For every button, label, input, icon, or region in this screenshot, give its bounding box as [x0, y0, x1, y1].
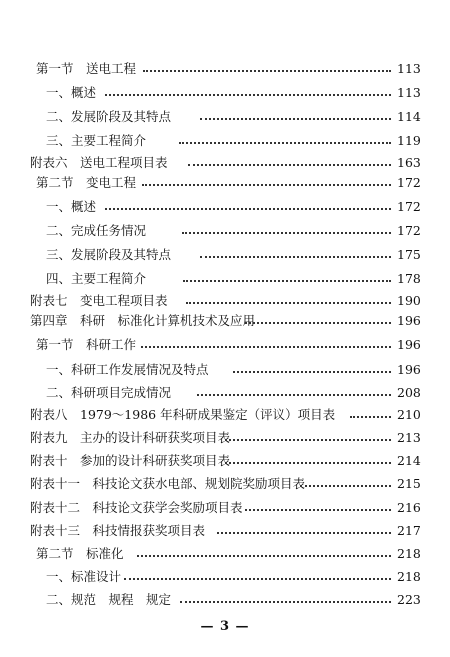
toc-entry	[0, 107, 450, 127]
toc-entry	[0, 197, 450, 217]
toc-entry	[0, 590, 450, 610]
dot-leader	[245, 322, 391, 324]
dot-leader	[245, 509, 391, 511]
dot-leader	[217, 532, 391, 534]
dot-leader	[300, 485, 391, 487]
dot-leader	[141, 346, 391, 348]
toc-entry	[0, 521, 450, 541]
toc-entry-title: 二、规范 规程 规定	[46, 592, 172, 607]
toc-entry-title: 第四章 科研 标准化计算机技术及应用	[30, 313, 256, 328]
toc-entry-page: 114	[397, 109, 421, 124]
toc-entry-page: 113	[397, 85, 421, 100]
toc-entry	[0, 498, 450, 518]
toc-entry-page: 163	[397, 155, 421, 170]
toc-entry-title: 附表六 送电工程项目表	[30, 155, 168, 170]
toc-entry-page: 196	[397, 337, 421, 352]
toc-entry	[0, 153, 450, 173]
toc-entry-title: 第一节 送电工程	[36, 61, 137, 76]
dot-leader	[105, 94, 391, 96]
toc-entry	[0, 405, 450, 425]
toc-entry-page: 172	[397, 223, 421, 238]
toc-entry-page: 210	[397, 407, 421, 422]
toc-entry-title: 附表十 参加的设计科研获奖项目表	[30, 453, 231, 468]
toc-entry	[0, 291, 450, 311]
toc-entry-title: 附表十二 科技论文获学会奖励项目表	[30, 500, 243, 515]
toc-entry	[0, 59, 450, 79]
dot-leader	[124, 578, 391, 580]
toc-entry-title: 四、主要工程简介	[46, 271, 147, 286]
dot-leader	[188, 164, 391, 166]
dot-leader	[143, 70, 391, 72]
toc-entry-page: 172	[397, 175, 421, 190]
toc-entry-page: 223	[397, 592, 421, 607]
toc-entry-title: 第二节 标准化	[36, 546, 124, 561]
toc-entry-page: 172	[397, 199, 421, 214]
toc-entry-title: 一、标准设计	[46, 569, 122, 584]
dot-leader	[350, 416, 391, 418]
toc-entry-title: 附表十三 科技情报获奖项目表	[30, 523, 206, 538]
toc-entry-title: 二、发展阶段及其特点	[46, 109, 172, 124]
dot-leader	[197, 394, 391, 396]
dot-leader	[183, 280, 391, 282]
toc-entry	[0, 451, 450, 471]
toc-entry-page: 190	[397, 293, 421, 308]
toc-entry-title: 三、主要工程简介	[46, 133, 147, 148]
toc-entry-page: 217	[397, 523, 421, 538]
toc-entry-page: 196	[397, 362, 421, 377]
toc-entry-title: 三、发展阶段及其特点	[46, 247, 172, 262]
toc-entry	[0, 269, 450, 289]
dot-leader	[105, 208, 391, 210]
toc-entry-title: 一、科研工作发展情况及特点	[46, 362, 209, 377]
toc-entry-page: 113	[397, 61, 421, 76]
page-number: — 3 —	[200, 619, 250, 634]
toc-entry-page: 216	[397, 500, 421, 515]
toc-entry-title: 附表八 1979～1986 年科研成果鉴定（评议）项目表	[30, 407, 336, 422]
toc-entry	[0, 544, 450, 564]
toc-entry-page: 214	[397, 453, 421, 468]
toc-entry-page: 178	[397, 271, 421, 286]
toc-entry	[0, 567, 450, 587]
dot-leader	[225, 439, 391, 441]
toc-entry-title: 附表十一 科技论文获水电部、规划院奖励项目表	[30, 476, 306, 491]
toc-entry-title: 第二节 变电工程	[36, 175, 137, 190]
toc-entry	[0, 335, 450, 355]
toc-entry-page: 218	[397, 546, 421, 561]
toc-entry-title: 一、概述	[46, 199, 97, 214]
toc-entry	[0, 360, 450, 380]
toc-entry	[0, 173, 450, 193]
toc-entry-title: 二、科研项目完成情况	[46, 385, 172, 400]
dot-leader	[233, 371, 391, 373]
toc-entry	[0, 428, 450, 448]
toc-entry	[0, 311, 450, 331]
toc-entry-title: 附表九 主办的设计科研获奖项目表	[30, 430, 231, 445]
toc-entry	[0, 245, 450, 265]
dot-leader	[225, 462, 391, 464]
dot-leader	[200, 256, 391, 258]
dot-leader	[179, 142, 391, 144]
toc-entry-page: 119	[397, 133, 421, 148]
toc-entry-page: 218	[397, 569, 421, 584]
toc-entry	[0, 474, 450, 494]
toc-entry-page: 213	[397, 430, 421, 445]
toc-entry-page: 215	[397, 476, 421, 491]
dot-leader	[142, 184, 391, 186]
dot-leader	[182, 232, 391, 234]
toc-entry	[0, 221, 450, 241]
dot-leader	[200, 118, 391, 120]
toc-entry-title: 一、概述	[46, 85, 97, 100]
toc-entry	[0, 83, 450, 103]
toc-entry	[0, 131, 450, 151]
toc-entry-page: 208	[397, 385, 421, 400]
dot-leader	[180, 601, 391, 603]
toc-entry	[0, 383, 450, 403]
toc-entry-title: 附表七 变电工程项目表	[30, 293, 168, 308]
dot-leader	[137, 555, 391, 557]
dot-leader	[186, 302, 391, 304]
toc-entry-title: 第一节 科研工作	[36, 337, 137, 352]
toc-entry-page: 196	[397, 313, 421, 328]
toc-entry-page: 175	[397, 247, 421, 262]
toc-entry-title: 二、完成任务情况	[46, 223, 147, 238]
